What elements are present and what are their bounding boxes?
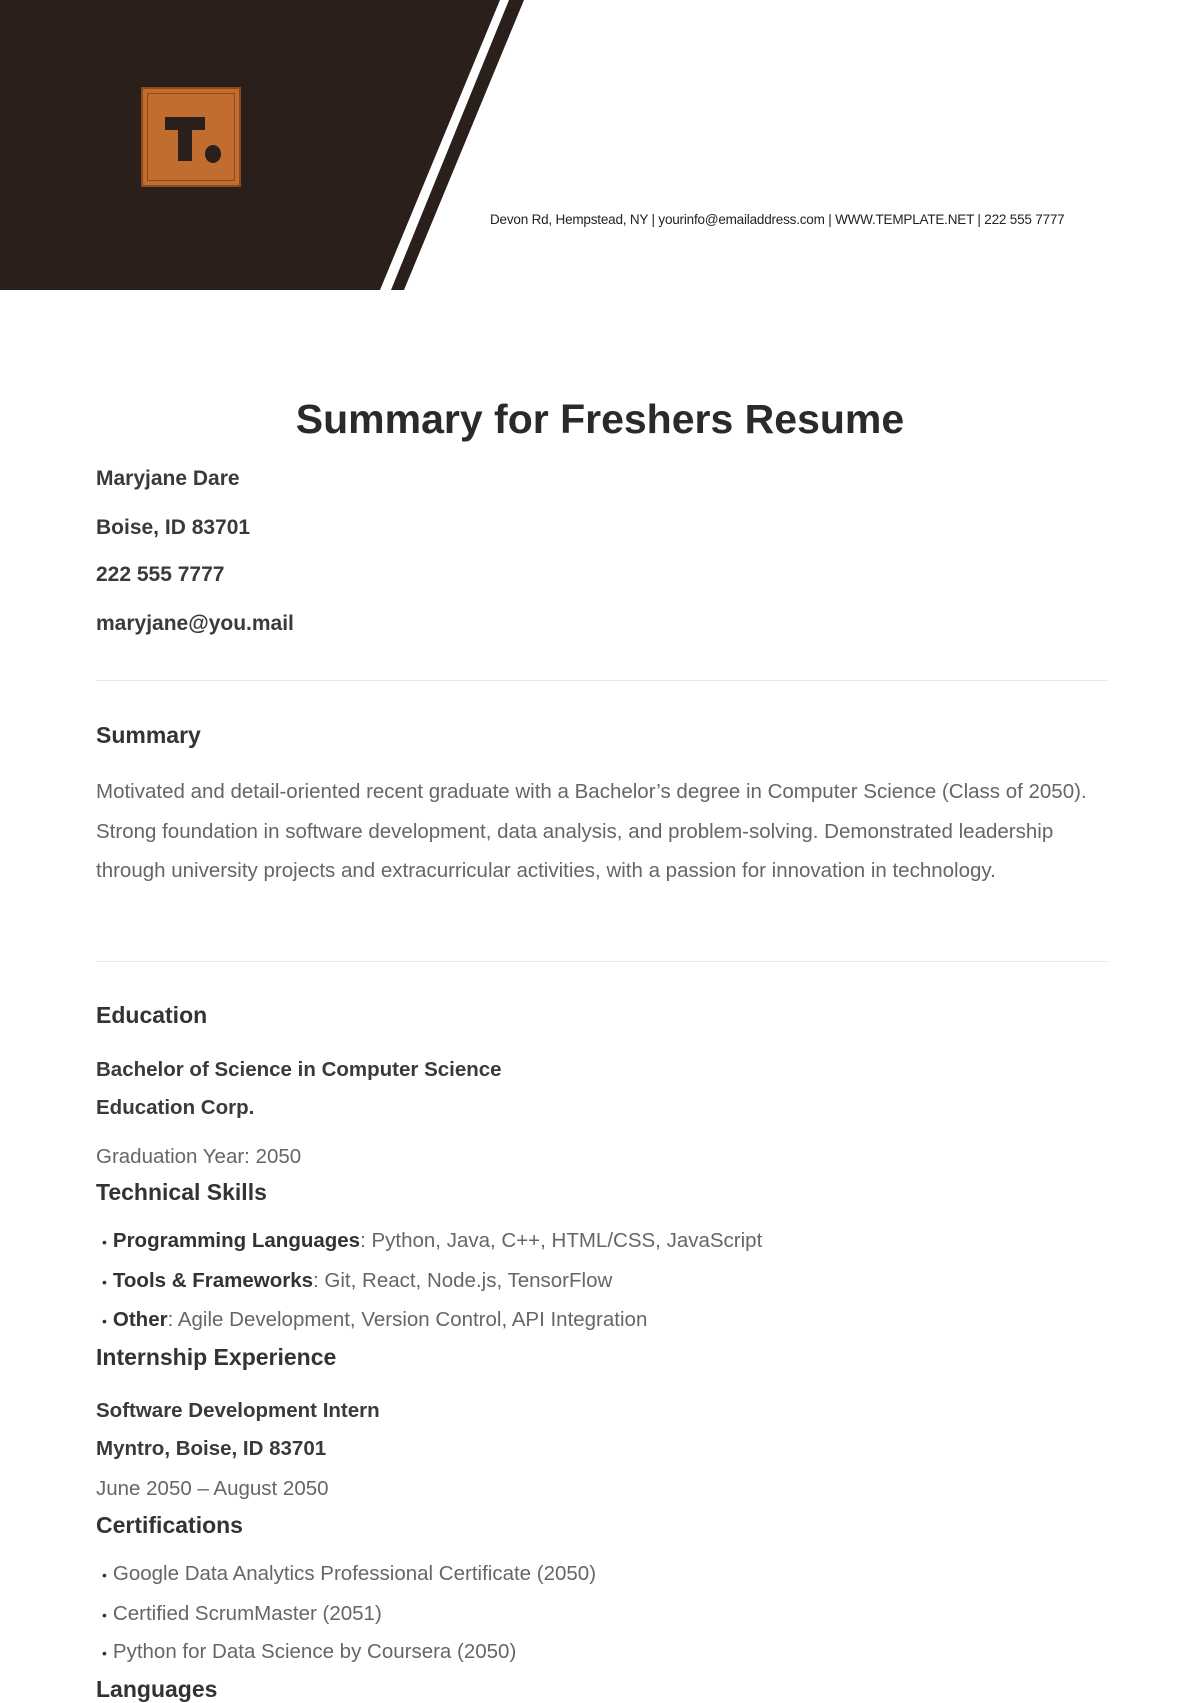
header-dark-panel (0, 0, 500, 290)
summary-heading: Summary (96, 722, 201, 748)
internship-role: Software Development Intern (96, 1399, 380, 1422)
person-location: Boise, ID 83701 (96, 516, 251, 539)
skill-item: • Other: Agile Development, Version Control, API Integration (102, 1308, 648, 1331)
certification-item: • Google Data Analytics Professional Certificate (2050) (102, 1562, 597, 1585)
divider (96, 680, 1107, 681)
header-contact-line: Devon Rd, Hempstead, NY | yourinfo@emailaddress.com | WWW.TEMPLATE.NET | 222 555 7777 (490, 212, 1065, 227)
education-graduation: Graduation Year: 2050 (96, 1145, 302, 1168)
skill-item: • Tools & Frameworks: Git, React, Node.js, TensorFlow (102, 1269, 613, 1292)
certification-item: • Python for Data Science by Coursera (2050) (102, 1640, 517, 1663)
internship-company: Myntro, Boise, ID 83701 (96, 1437, 327, 1460)
skills-heading: Technical Skills (96, 1179, 267, 1205)
person-name: Maryjane Dare (96, 467, 240, 490)
summary-text: Motivated and detail-oriented recent graduate with a Bachelor’s degree in Computer Science (Class of 2050). Strong foundation in software development, data analysis, and problem-solving. Demonstrated leadership through university projects and extracurricular activities, with a passion for innovation in technology. (96, 780, 1087, 882)
page-title: Summary for Freshers Resume (295, 396, 905, 442)
divider (96, 961, 1107, 962)
education-school: Education Corp. (96, 1096, 255, 1119)
skill-item: • Programming Languages: Python, Java, C++, HTML/CSS, JavaScript (102, 1229, 763, 1252)
person-email: maryjane@you.mail (96, 612, 294, 635)
education-heading: Education (96, 1002, 208, 1028)
languages-heading: Languages (96, 1676, 218, 1702)
certifications-heading: Certifications (96, 1512, 243, 1538)
certification-item: • Certified ScrumMaster (2051) (102, 1602, 382, 1625)
internship-dates: June 2050 – August 2050 (96, 1477, 329, 1500)
internship-heading: Internship Experience (96, 1344, 337, 1370)
education-degree: Bachelor of Science in Computer Science (96, 1058, 502, 1081)
person-phone: 222 555 7777 (96, 563, 225, 586)
company-logo (141, 87, 241, 187)
